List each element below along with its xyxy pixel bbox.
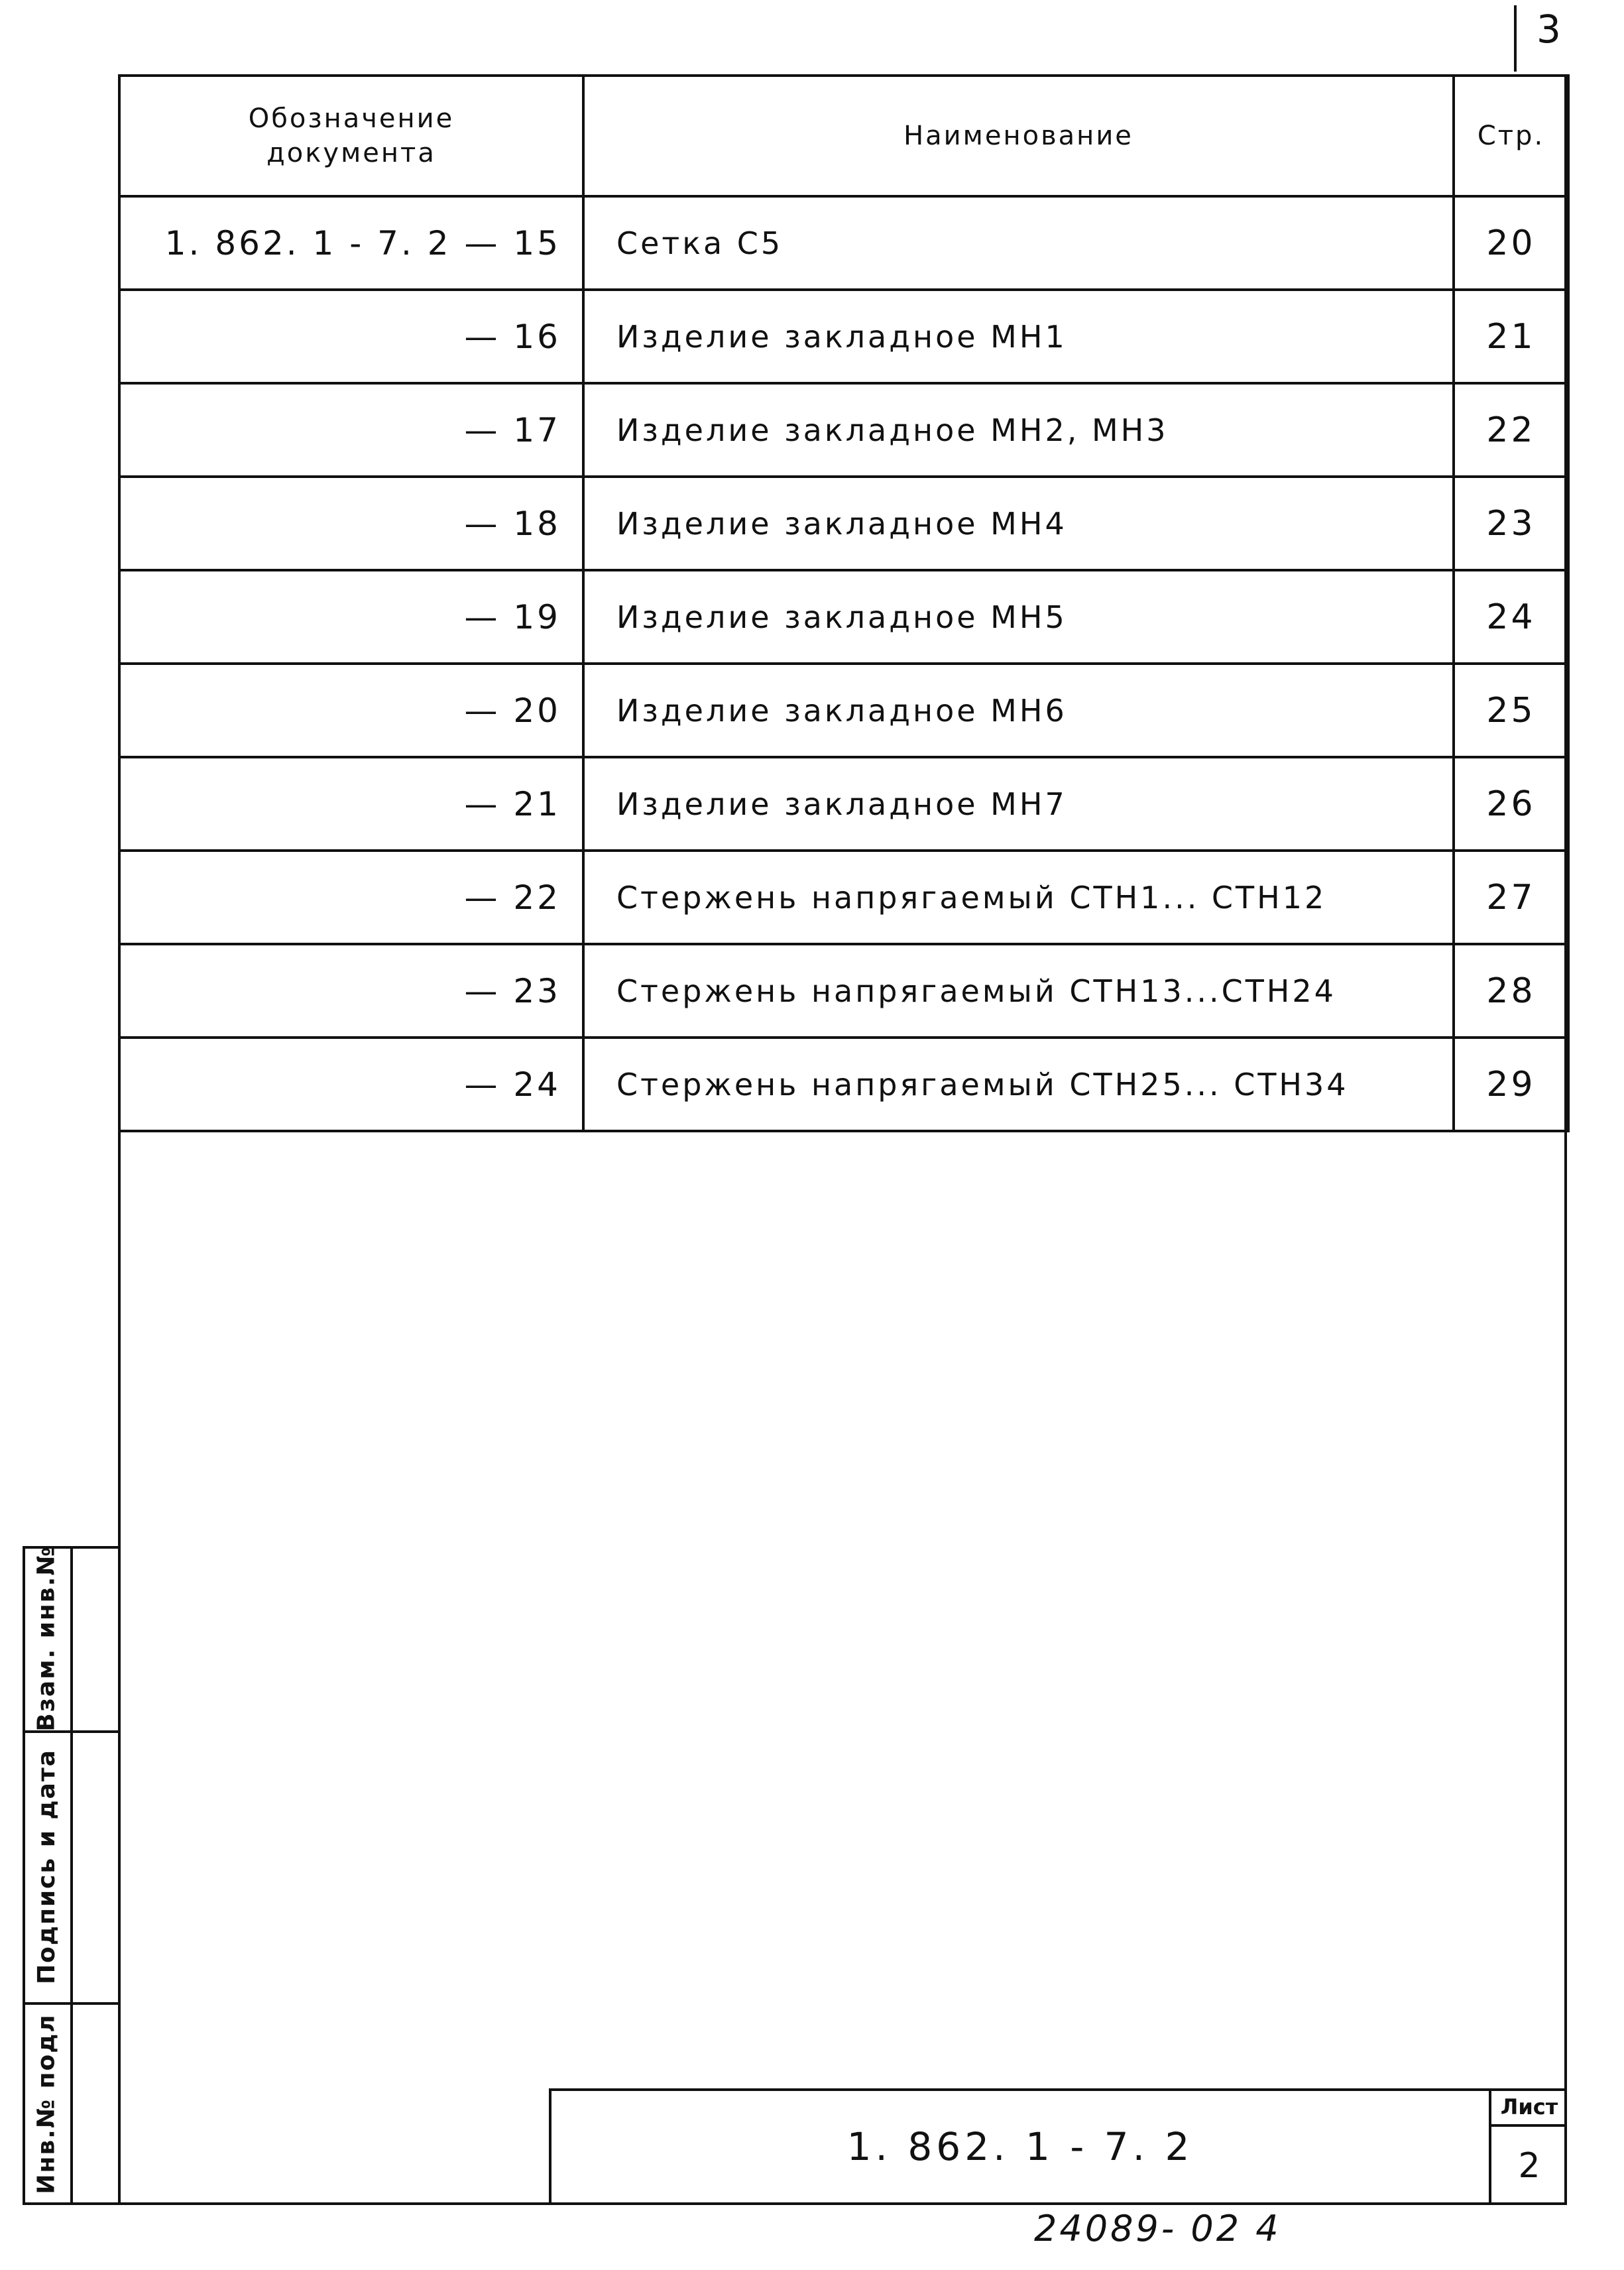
row-name: Стержень напрягаемый СТН13...СТН24 (583, 944, 1454, 1038)
table-row (119, 477, 1568, 570)
row-page: 22 (1454, 383, 1568, 477)
table-row (119, 383, 1568, 477)
row-page: 23 (1454, 477, 1568, 570)
row-code: — 24 (119, 1038, 583, 1131)
row-page: 24 (1454, 570, 1568, 664)
row-page: 26 (1454, 757, 1568, 851)
title-block-sheet-number: 2 (1518, 2146, 1540, 2186)
archive-number: 24089- 02 4 (1034, 2208, 1281, 2249)
table-row (119, 664, 1568, 757)
stamp-signature-date (23, 1730, 70, 2002)
row-code: — 16 (119, 290, 583, 383)
row-name: Изделие закладное МН4 (583, 477, 1454, 570)
row-name: Изделие закладное МН2, МН3 (583, 383, 1454, 477)
table-row (119, 570, 1568, 664)
row-name: Изделие закладное МН1 (583, 290, 1454, 383)
header-designation (119, 76, 583, 196)
table-row (119, 944, 1568, 1038)
row-name: Стержень напрягаемый СТН25... СТН34 (583, 1038, 1454, 1131)
stamp-inv-original (23, 2002, 70, 2205)
row-code: — 22 (119, 851, 583, 944)
table-row (119, 290, 1568, 383)
row-name: Изделие закладное МН5 (583, 570, 1454, 664)
row-name: Стержень напрягаемый СТН1... СТН12 (583, 851, 1454, 944)
stamp-inv-original-label: Инв.№ подл (32, 2013, 60, 2194)
document-index-table (118, 74, 1570, 1132)
row-page: 25 (1454, 664, 1568, 757)
row-name: Изделие закладное МН6 (583, 664, 1454, 757)
row-code: — 19 (119, 570, 583, 664)
stamp-replaced-inv (23, 1546, 70, 1730)
title-block-document-code: 1. 862. 1 - 7. 2 (846, 2124, 1194, 2169)
table-row (119, 851, 1568, 944)
stamp-strip-divider (70, 1546, 73, 2205)
table-row (119, 757, 1568, 851)
title-block-sheet-label: Лист (1500, 2094, 1558, 2120)
header-name: Наименование (583, 76, 1454, 196)
row-name: Изделие закладное МН7 (583, 757, 1454, 851)
row-code: — 18 (119, 477, 583, 570)
row-page: 21 (1454, 290, 1568, 383)
row-code: — 20 (119, 664, 583, 757)
page-number-divider (1514, 5, 1517, 72)
header-designation-label: Обозначение документа (248, 103, 455, 168)
table-header-row (119, 76, 1568, 196)
stamp-replaced-inv-label: Взам. инв.№ (32, 1545, 60, 1732)
row-code: — 21 (119, 757, 583, 851)
row-page: 28 (1454, 944, 1568, 1038)
row-page: 27 (1454, 851, 1568, 944)
table-row (119, 196, 1568, 290)
row-code: — 17 (119, 383, 583, 477)
page-number: 3 (1537, 7, 1561, 52)
row-code: — 23 (119, 944, 583, 1038)
row-page: 29 (1454, 1038, 1568, 1131)
header-page: Стр. (1454, 76, 1568, 196)
row-page: 20 (1454, 196, 1568, 290)
row-code: 1. 862. 1 - 7. 2 — 15 (119, 196, 583, 290)
row-name: Сетка С5 (583, 196, 1454, 290)
table-row (119, 1038, 1568, 1131)
stamp-signature-date-label: Подпись и дата (32, 1748, 60, 1984)
